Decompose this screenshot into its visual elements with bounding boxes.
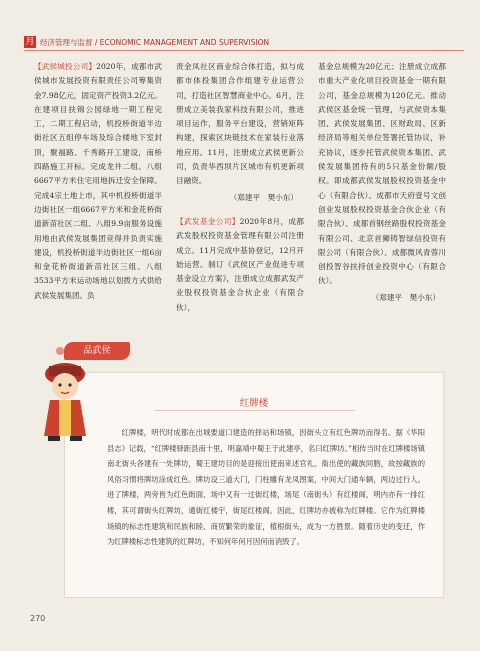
column-text: 2020年，成都市武侯城市发展投资有限责任公司筹集资金7.98亿元，固定资产投资3.2亿元。在建项目扶锦公园绿地一期工程完工，二期工程启动，机投桥街道半边街社区五组停车场及综合楼地下室封顶，聚福路、千秀路开工建设，南桥四路施工开标。完成龙井二组、八组6667平方米住宅用地拆迁安全保障。完成4宗土地上市，其中机投桥街道半边街社区一组6667平方米和金花桥街道新苗社区二组、八组9.9亩服务设施用地由武侯发展集团竞得并负责实施建设，机投桥街道半边街社区一组6亩和金花桥街道新苗社区三组、八组3533平方米运动场地以划拨方式供给武侯发展集团。负: [34, 62, 163, 300]
author-signature: （郑建平 樊小东）: [371, 292, 440, 302]
article-columns: [34, 60, 446, 328]
column-2: [176, 60, 304, 328]
running-header: [24, 34, 464, 50]
section-keyword: 【武发基金公司】: [176, 216, 240, 226]
cartoon-figure-illustration: [36, 350, 94, 442]
page-number: 270: [30, 614, 46, 623]
section-badge: 品武侯: [64, 342, 130, 360]
card-title: 红牌楼: [239, 398, 269, 409]
header-title: 经济管理与监督 / ECONOMIC MANAGEMENT AND SUPERVISION: [40, 37, 270, 47]
column-3: [318, 60, 446, 328]
author-signature: （郑建平 樊小东）: [229, 192, 298, 202]
card-body: 红牌楼，明代时成都在出城要道口建造的择站和场镇，因街头立有红色牌坊而得名。据《华阳县志》记载，“红牌楼驿距县南十里，明嘉靖中蜀王于此建亭，名曰红牌坊。”相传当时在红牌楼场镇南北街头各建有一处牌坊，蜀王建坊目的是迎接出使南来述官礼、衙出使的藏族同胞，故按藏族的风俗习惯将牌坊涂成红色。牌坊设三道大门，门柱雕有龙凤图案，中间大门通车辆，两边过行人。进了牌楼，两旁皆为红色街面，场中又有一过街红楼，场尾（南街头）有红楼阁，明内亦有一排红楼，其可谓街头红牌坊，通街红楼宇，街尾红楼阁。因此，红牌坊亦被称为红牌楼。它作为红牌楼场镇的标志性建筑和民族和睦、商贸繁荣的象征，植根街头，成为一方胜景。随着历史的变迁，作为红牌楼标志性建筑的红牌坊，不知何年何月因何而消毁了。: [107, 428, 425, 547]
column-text: 2020年8月，成都武发股权投资基金管理有限公司注册成立。11月完成中基协登记，12月开始运营。制订《武侯区产业促进专项基金设立方案》，注册成立成都武发产业股权投资基金合伙企业（有限合伙），: [176, 216, 304, 312]
column-text: 基金总规模为20亿元；注册成立成都市重大产业化项目投资基金一期有限公司，基金总规模为120亿元。推动武侯区基金统一管理，与武侯资本集团、武侯发展集团、区财政局、区新经济局等相关单位签署托管协议，补充协议，逐步托管武侯资本集团、武侯发展集团持有的5只基金份额/股权。即成都武侯发展股权投资基金中心（有限合伙）、成都市天府壹号文创创业发展股权投资基金合伙企业（有限合伙）、成都首钢丝路股权投资基金有限公司、北京首狮铸智绿信投资有限公司（有限合伙）、成都微风青蓉川创投智谷扶持创业投资中心（有限合伙）。: [318, 62, 446, 286]
column-text: 责金凤社区商业综合体打造，拟与成都市体投集团合作组建专业运营公司，打造社区智慧商业中心。6月，注册成立美装我家科技有限公司，推进项目运作，服务平台建设，营销矩阵构建，探索区块链技术在家装行业落地应用。11月，注册成立武侯更新公司，负责华西坝片区城市有机更新项目融资。: [176, 62, 304, 186]
sidebar-card: [64, 372, 444, 598]
column-1: [34, 60, 162, 328]
section-keyword: 【武侯城投公司】: [34, 62, 97, 71]
card-title-rule: [155, 410, 355, 411]
header-logo: 月: [25, 37, 35, 47]
header-rule: [24, 50, 464, 51]
